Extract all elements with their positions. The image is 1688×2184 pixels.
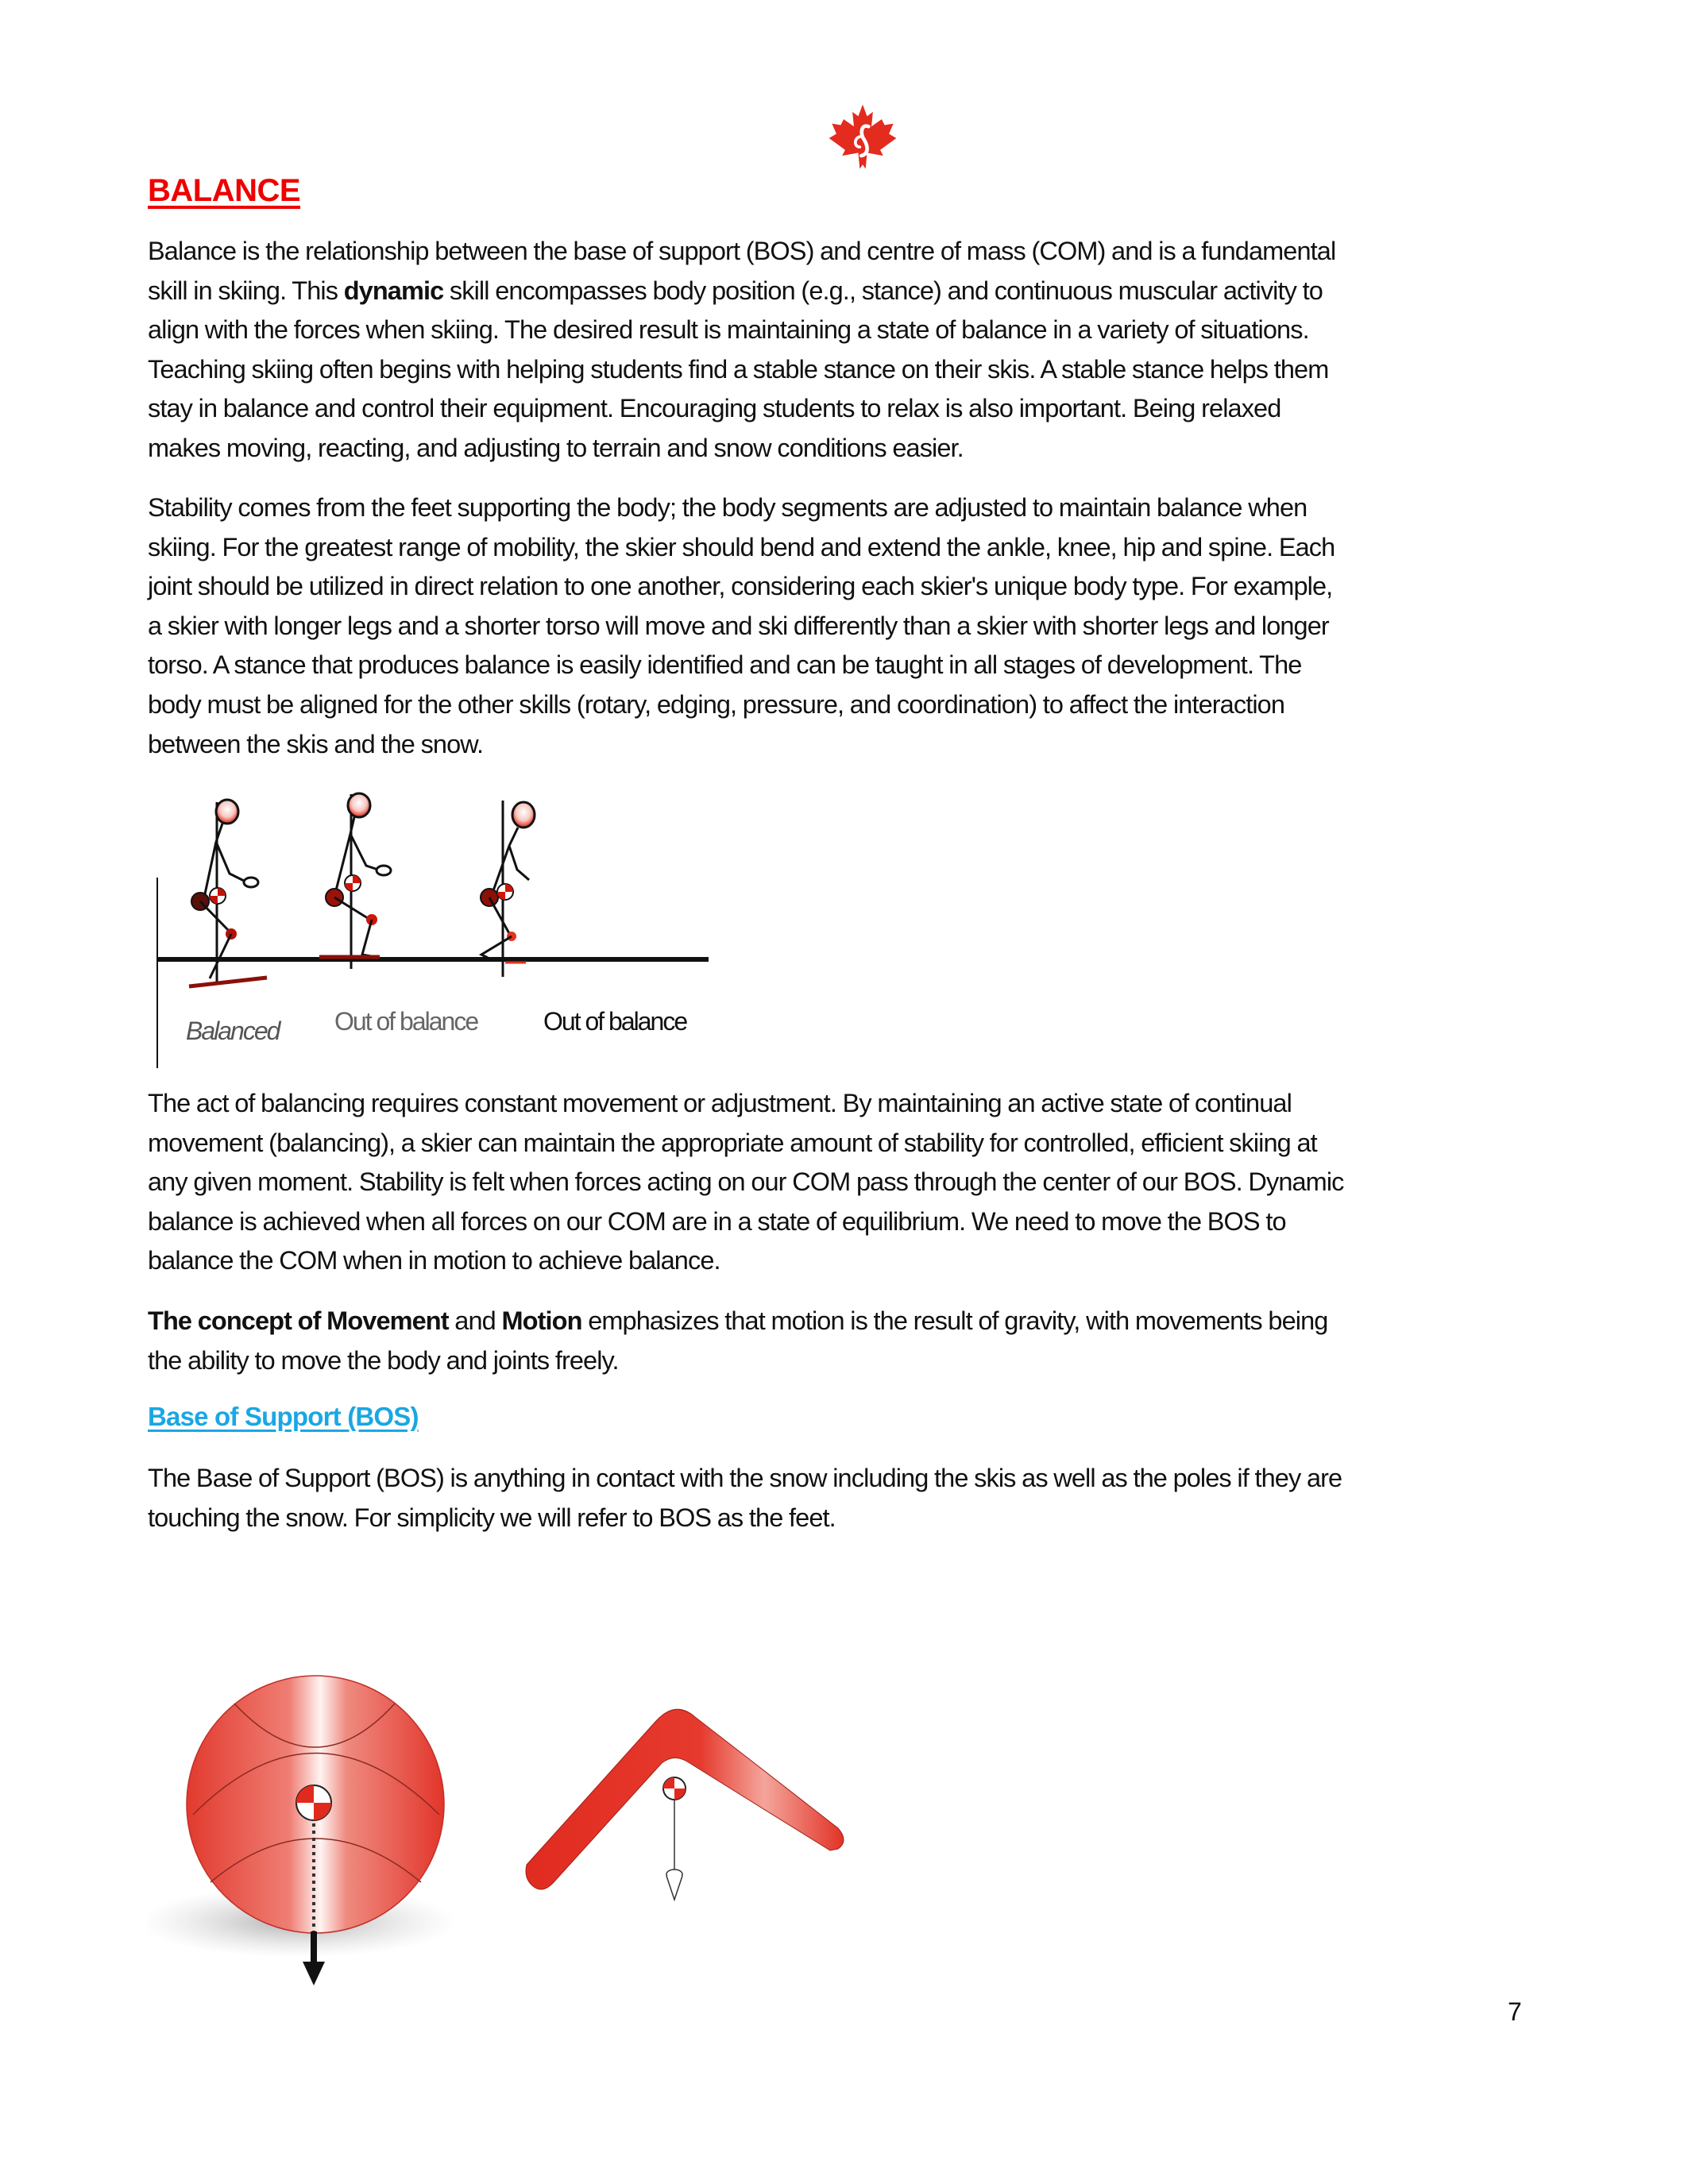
paragraph-act-of-balancing (148, 1084, 1546, 1281)
text-run: joint should be utilized in direct relation to one another, considering each skier's unique body type. For example, (148, 572, 1333, 601)
text-line (148, 1341, 1546, 1381)
text-line (148, 1459, 1546, 1499)
maple-leaf-logo-icon (826, 102, 899, 175)
text-line (148, 1302, 1546, 1341)
text-run: movement (balancing), a skier can maintain the appropriate amount of stability for controlled, efficient skiing at (148, 1128, 1317, 1157)
skier-balance-figure (148, 778, 720, 1072)
text-line (148, 528, 1546, 568)
text-run: torso. A stance that produces balance is easily identified and can be taught in all stages of development. The (148, 650, 1302, 680)
boomerang-center-of-mass-icon (526, 1709, 844, 1900)
bold-text: Motion (501, 1306, 582, 1335)
text-run: Balance is the relationship between the base of support (BOS) and centre of mass (COM) and is a fundamental (148, 237, 1336, 265)
ball-center-of-mass-icon (147, 1676, 457, 1985)
page-number: 7 (1508, 1997, 1522, 2026)
text-line (148, 725, 1546, 765)
text-run: and (448, 1306, 502, 1335)
text-run: body must be aligned for the other skills (rotary, edging, pressure, and coordination) to affect the interaction (148, 689, 1284, 719)
text-run: skill encompasses body position (e.g., stance) and continuous muscular activity to (443, 276, 1323, 305)
paragraph-stability (148, 488, 1546, 764)
label-balanced: Balanced (186, 1017, 280, 1045)
text-run: between the skis and the snow. (148, 729, 484, 758)
text-line (148, 1202, 1546, 1242)
text-run: any given moment. Stability is felt when forces acting on our COM pass through the center of our BOS. Dynamic (148, 1167, 1344, 1197)
bold-text: The concept of Movement (148, 1306, 449, 1335)
text-run: The Base of Support (BOS) is anything in contact with the snow including the skis as well as the poles if they are (148, 1464, 1342, 1492)
section-heading-balance: BALANCE (148, 173, 301, 208)
text-run: touching the snow. For simplicity we will refer to BOS as the feet. (148, 1503, 836, 1532)
paragraph-balance-intro (148, 232, 1546, 469)
text-line (148, 607, 1546, 646)
text-line (148, 488, 1546, 528)
text-run: Teaching skiing often begins with helping students find a stable stance on their skis. A stable stance helps them (148, 354, 1329, 384)
text-line (148, 1241, 1546, 1281)
text-run: The act of balancing requires constant movement or adjustment. By maintaining an active state of continual (148, 1089, 1292, 1117)
paragraph-movement-motion (148, 1302, 1546, 1380)
text-line (148, 1084, 1546, 1124)
text-run: makes moving, reacting, and adjusting to terrain and snow conditions easier. (148, 433, 964, 462)
text-run: balance is achieved when all forces on our COM are in a state of equilibrium. We need to move the BOS to (148, 1206, 1286, 1236)
text-run: the ability to move the body and joints freely. (148, 1345, 619, 1375)
skier-out-of-balance-1-icon (319, 793, 391, 969)
text-line (148, 429, 1546, 469)
text-run: a skier with longer legs and a shorter torso will move and ski differently than a skier with shorter legs and longer (148, 611, 1329, 640)
text-run: Stability comes from the feet supporting the body; the body segments are adjusted to maintain balance when (148, 493, 1308, 522)
label-out-of-balance-2: Out of balance (543, 1007, 687, 1036)
text-line (148, 646, 1546, 685)
text-line (148, 1163, 1546, 1202)
text-line (148, 311, 1546, 350)
text-run: skiing. For the greatest range of mobility, the skier should bend and extend the ankle, knee, hip and spine. Each (148, 532, 1335, 561)
text-run: emphasizes that motion is the result of gravity, with movements being (581, 1306, 1328, 1335)
paragraph-base-of-support (148, 1459, 1546, 1538)
skier-out-of-balance-2-icon (481, 801, 535, 977)
text-line (148, 685, 1546, 725)
text-line (148, 567, 1546, 607)
subheading-base-of-support[interactable]: Base of Support (BOS) (148, 1402, 419, 1431)
center-of-mass-figures (147, 1620, 878, 1993)
text-line (148, 1124, 1546, 1163)
label-out-of-balance-1: Out of balance (334, 1007, 478, 1036)
bold-text: dynamic (343, 276, 444, 305)
text-line (148, 1499, 1546, 1538)
text-run: align with the forces when skiing. The desired result is maintaining a state of balance in a variety of situations. (148, 315, 1309, 345)
text-line (148, 350, 1546, 390)
text-run: skill in skiing. This (148, 276, 344, 305)
text-line (148, 272, 1546, 311)
text-line (148, 232, 1546, 272)
text-line (148, 389, 1546, 429)
text-run: stay in balance and control their equipment. Encouraging students to relax is also important. Being relaxed (148, 394, 1281, 423)
text-run: balance the COM when in motion to achieve balance. (148, 1246, 720, 1275)
